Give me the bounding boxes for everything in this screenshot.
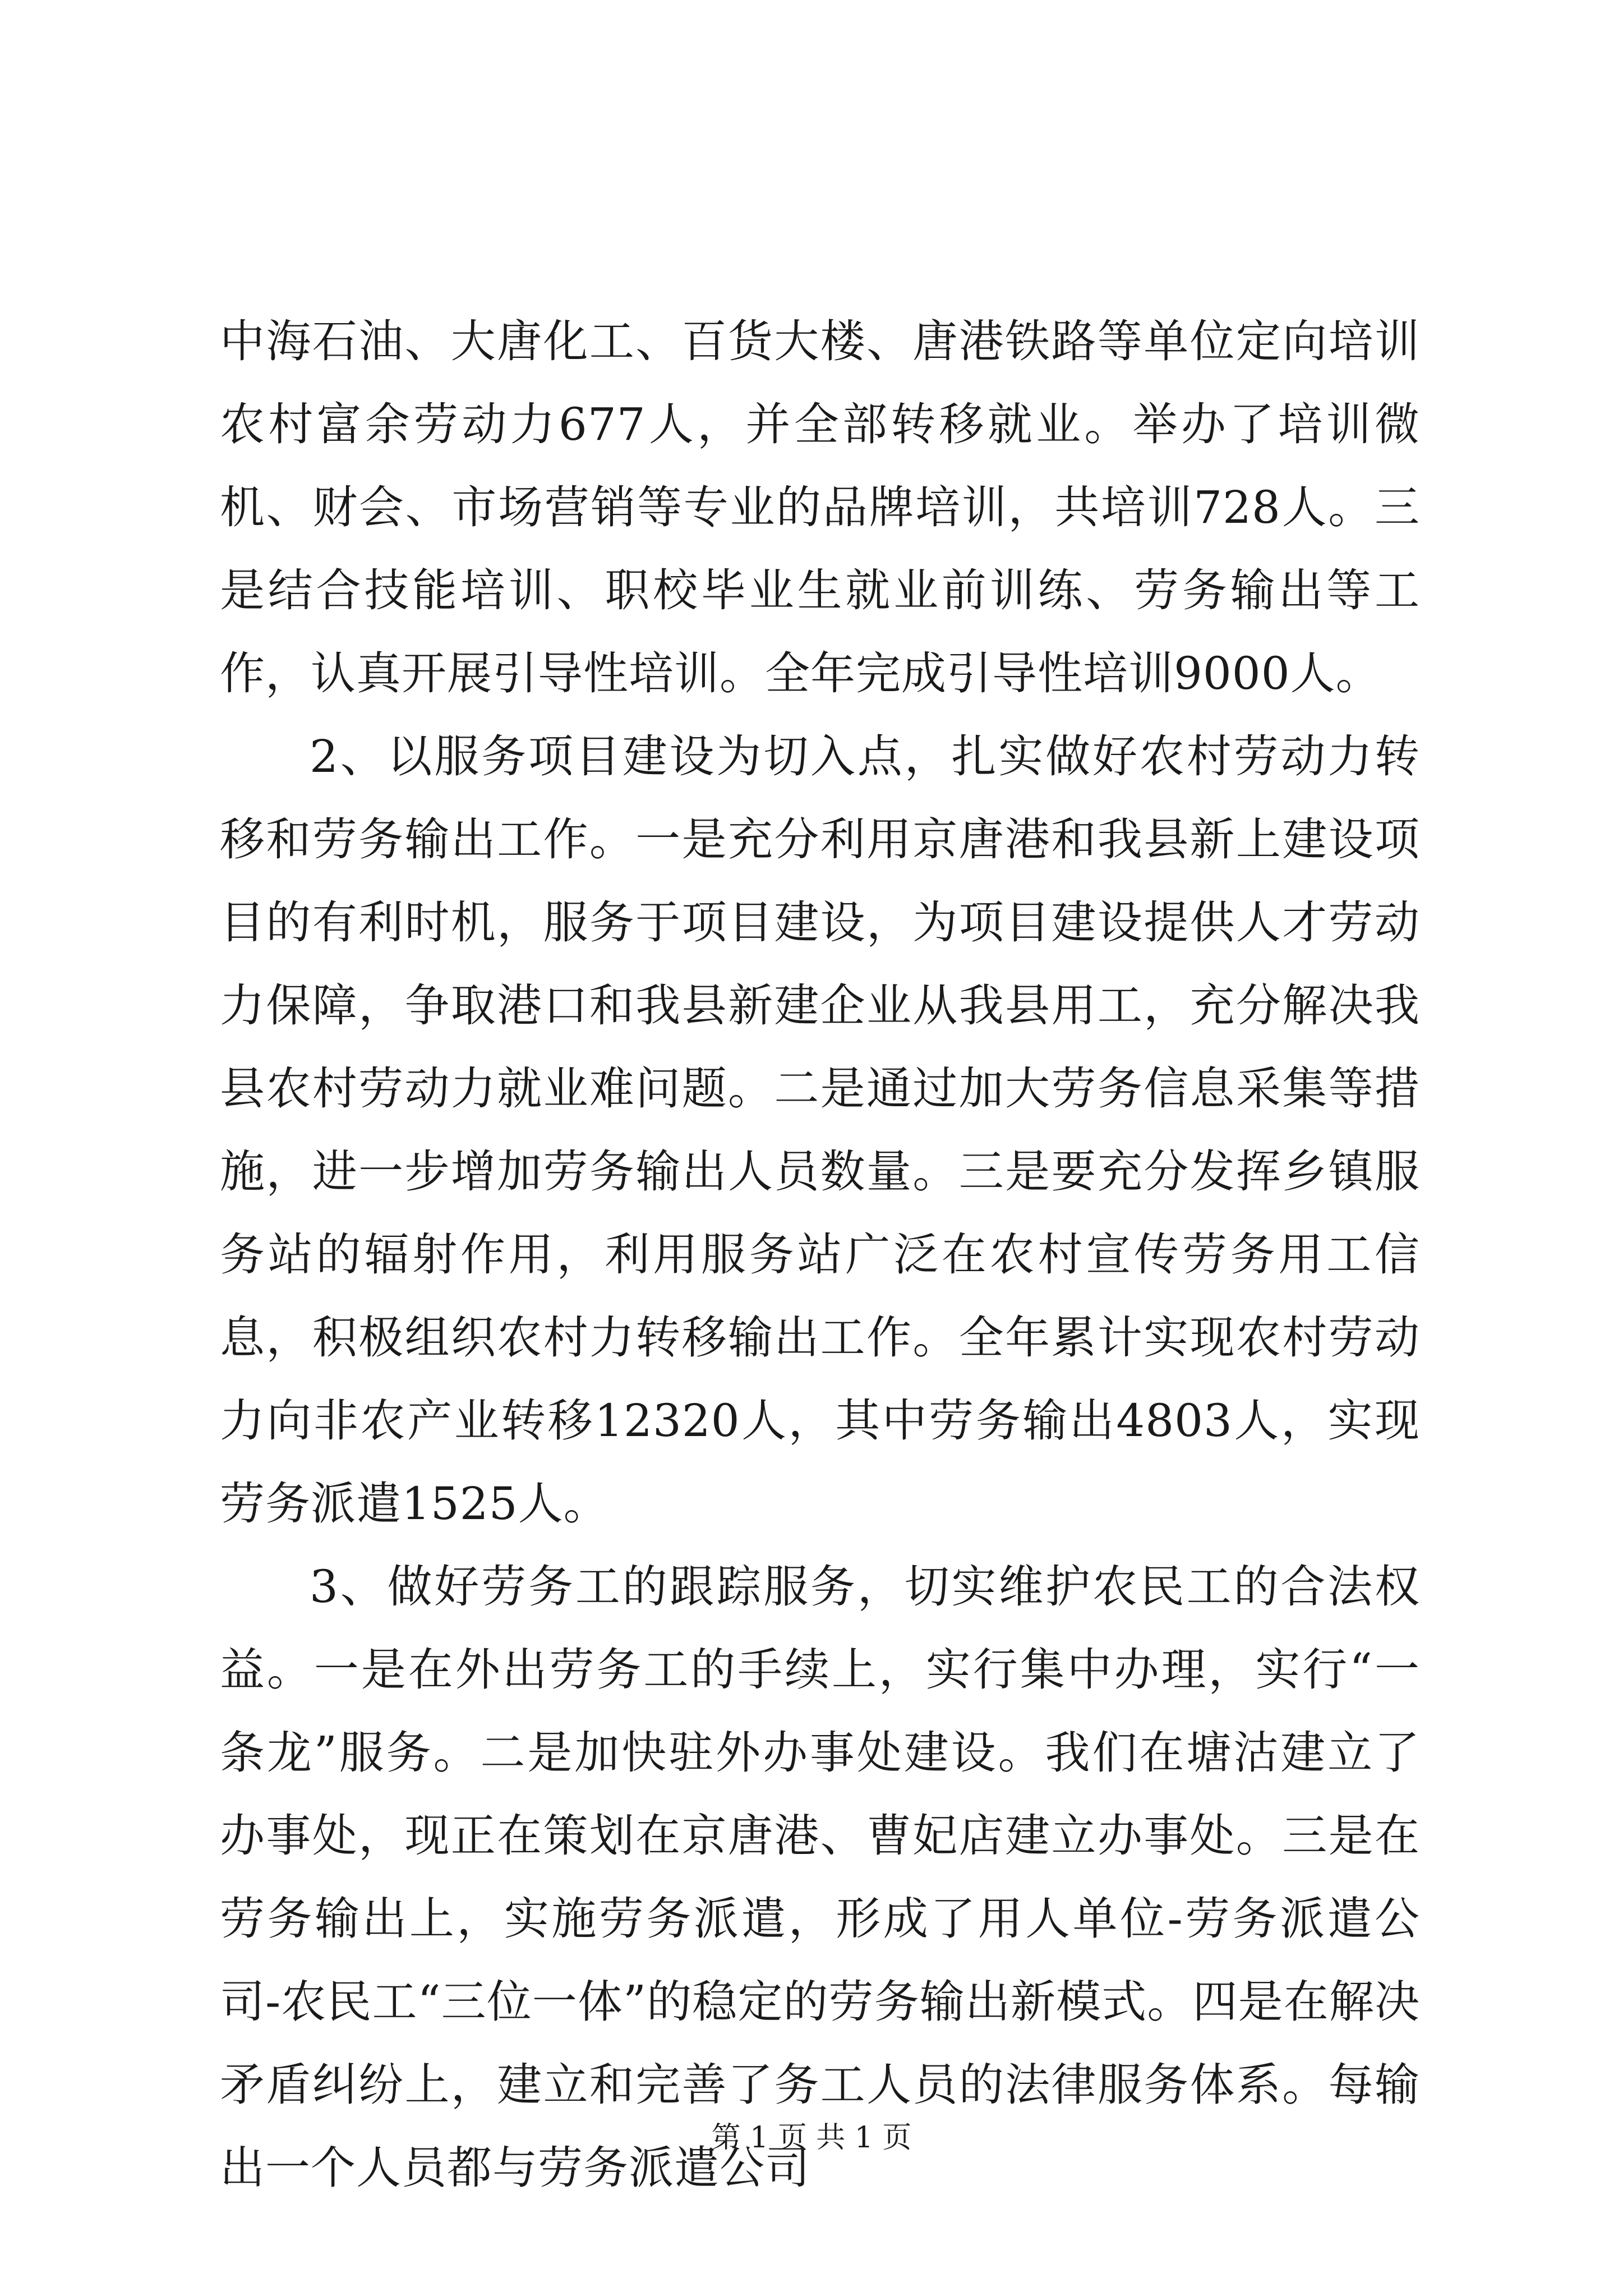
paragraph-1: 中海石油、大唐化工、百货大楼、唐港铁路等单位定向培训农村富余劳动力677人，并全部转移就业。举办了培训微机、财会、市场营销等专业的品牌培训，共培训728人。三是结合技能培训、职校毕业生就业前训练、劳务输出等工作，认真开展引导性培训。全年完成引导性培训9000人。: [220, 315, 1420, 700]
page-footer: 第 1 页 共 1 页: [711, 2121, 912, 2155]
paragraph-3: 3、做好劳务工的跟踪服务，切实维护农民工的合法权益。一是在外出劳务工的手续上，实行集中办理，实行“一条龙”服务。二是加快驻外办事处建设。我们在塘沽建立了办事处，现正在策划在京唐港、曹妃店建立办事处。三是在劳务输出上，实施劳务派遣，形成了用人单位-劳务派遣公司-农民工“三位一体”的稳定的劳务输出新模式。四是在解决矛盾纠纷上，建立和完善了务工人员的法律服务体系。每输出一个人员都与劳务派遣公司: [220, 1561, 1420, 2194]
paragraph-2: 2、以服务项目建设为切入点，扎实做好农村劳动力转移和劳务输出工作。一是充分利用京唐港和我县新上建设项目的有利时机，服务于项目建设，为项目建设提供人才劳动力保障，争取港口和我县新建企业从我县用工，充分解决我县农村劳动力就业难问题。二是通过加大劳务信息采集等措施，进一步增加劳务输出人员数量。三是要充分发挥乡镇服务站的辐射作用，利用服务站广泛在农村宣传劳务用工信息，积极组织农村力转移输出工作。全年累计实现农村劳动力向非农产业转移12320人，其中劳务输出4803人，实现劳务派遣1525人。: [220, 730, 1420, 1530]
document-body: [220, 300, 1420, 2210]
